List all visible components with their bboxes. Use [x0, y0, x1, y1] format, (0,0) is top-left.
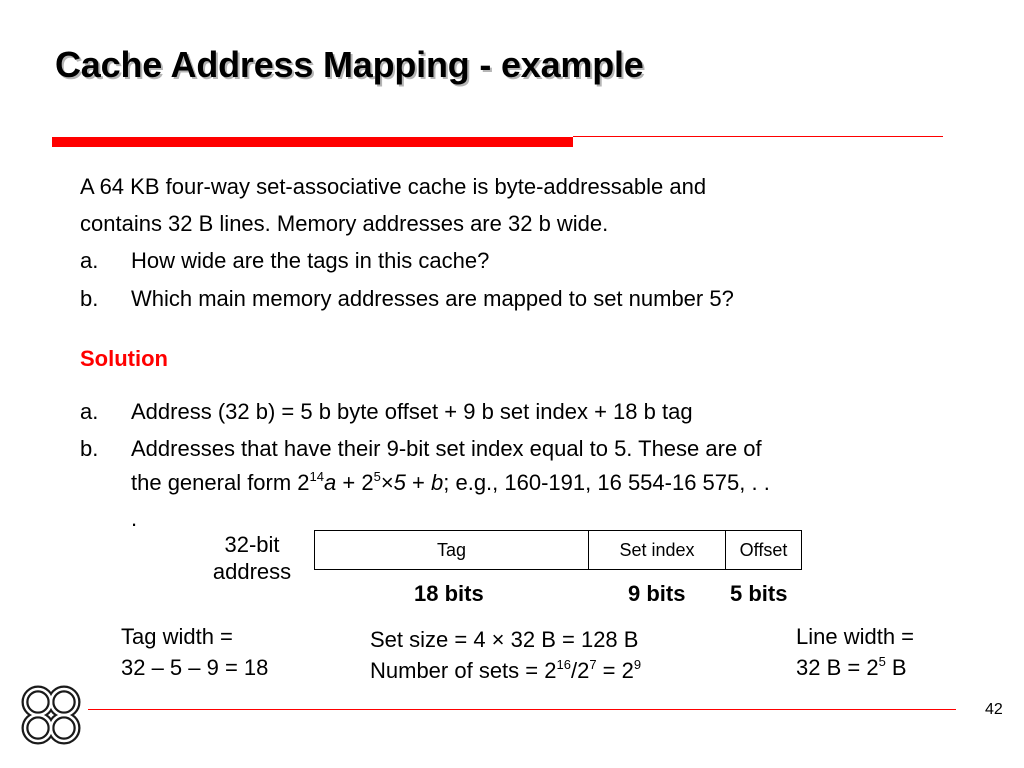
- tag-width-line-2: 32 – 5 – 9 = 18: [121, 655, 269, 680]
- title-underline-bar: [52, 137, 573, 147]
- address-fields-table: [314, 530, 802, 570]
- answer-a-label: a.: [80, 399, 99, 424]
- question-b-label: b.: [80, 286, 99, 311]
- page-number: 42: [985, 701, 1003, 718]
- set-size-note: [370, 624, 641, 686]
- tag-width-note: [121, 621, 268, 683]
- sets-text: Number of sets = 2: [370, 658, 557, 683]
- offset-field: Offset: [739, 539, 788, 560]
- examples-text: ; e.g., 160-191, 16 554-16 575, . .: [443, 470, 770, 495]
- problem-line-2: contains 32 B lines. Memory addresses are 32 b wide.: [80, 211, 609, 236]
- sets-text: /2: [570, 658, 590, 683]
- slide-title: Cache Address Mapping - example: [55, 44, 644, 85]
- sets-text: = 2: [596, 658, 634, 683]
- variable-b: b: [431, 470, 444, 495]
- title-underline-rule: [573, 136, 943, 137]
- problem-line-1: A 64 KB four-way set-associative cache is byte-addressable and: [80, 174, 707, 199]
- question-a: How wide are the tags in this cache?: [131, 248, 490, 273]
- line-width-text: 32 B = 2: [796, 655, 879, 680]
- question-b: Which main memory addresses are mapped to set number 5?: [131, 286, 734, 311]
- set-index-field: Set index: [589, 531, 726, 569]
- university-logo-icon: [14, 678, 88, 752]
- tag-bits-label: 18 bits: [414, 581, 484, 606]
- line-width-line-2: [796, 652, 914, 683]
- exponent: 5: [878, 654, 886, 669]
- answer-b-line-1: Addresses that have their 9-bit set index equal to 5. These are of: [131, 436, 762, 461]
- address-label-line-2: address: [212, 559, 292, 584]
- line-width-note: [796, 621, 914, 683]
- answer-a: Address (32 b) = 5 b byte offset + 9 b set index + 18 b tag: [131, 399, 693, 424]
- exponent: 9: [633, 657, 642, 672]
- line-width-text: B: [885, 655, 907, 680]
- variable-a: a: [324, 470, 337, 495]
- exponent: 5: [373, 469, 381, 484]
- answer-b-label: b.: [80, 436, 99, 461]
- answer-b-line-3: .: [131, 506, 138, 531]
- question-a-label: a.: [80, 248, 99, 273]
- tag-width-line-1: Tag width =: [121, 624, 233, 649]
- tag-field: Tag: [315, 531, 589, 569]
- exponent: 7: [589, 657, 597, 672]
- set-number: 5: [393, 470, 406, 495]
- plus-text: + 2: [336, 470, 374, 495]
- set-size-line: Set size = 4 × 32 B = 128 B: [370, 627, 639, 652]
- times-symbol: ×: [380, 470, 394, 495]
- answer-b-line-2: [131, 464, 770, 501]
- general-form-prefix: the general form 2: [131, 470, 310, 495]
- exponent: 14: [309, 469, 325, 484]
- address-label-line-1: 32-bit: [224, 532, 280, 557]
- solution-heading: Solution: [80, 346, 168, 371]
- line-width-line-1: Line width =: [796, 624, 915, 649]
- exponent: 16: [556, 657, 571, 672]
- number-of-sets-line: [370, 655, 641, 686]
- footer-rule: [88, 709, 956, 710]
- plus-text: +: [405, 470, 431, 495]
- set-index-bits-label: 9 bits: [628, 581, 686, 606]
- address-label: [196, 531, 308, 585]
- offset-bits-label: 5 bits: [730, 581, 788, 606]
